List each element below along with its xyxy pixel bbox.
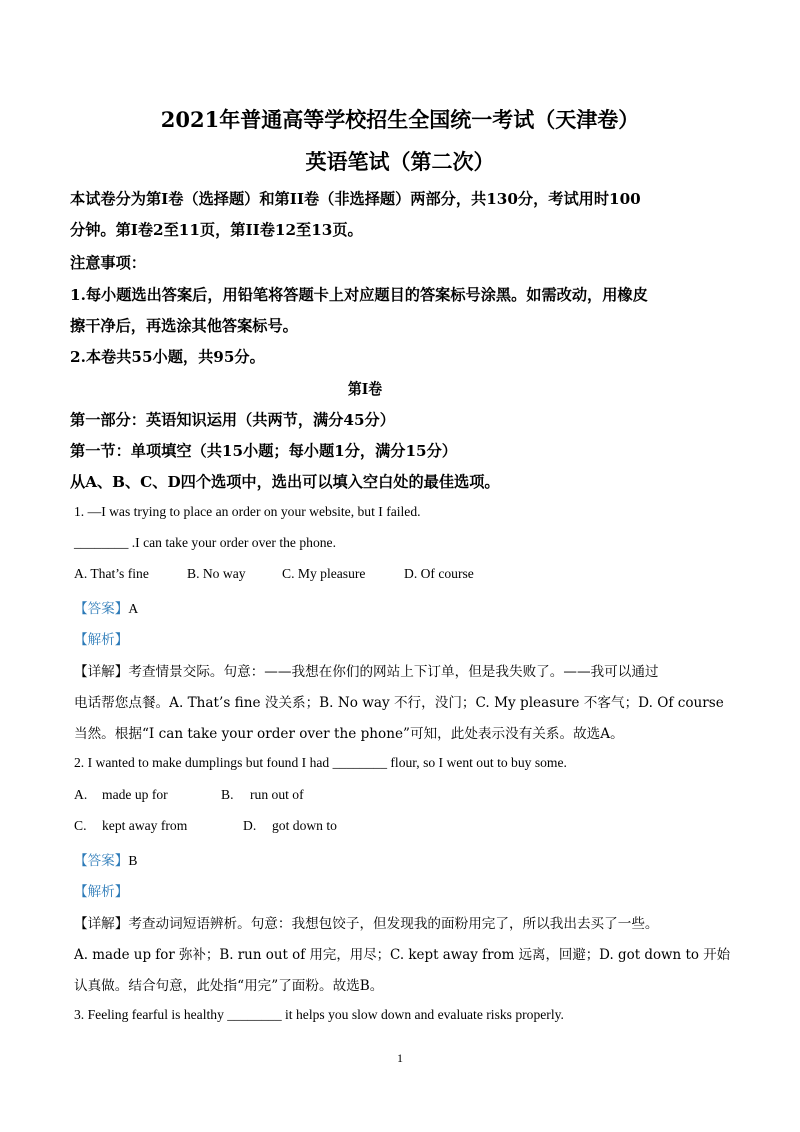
q2-detail-line-1: 【详解】考查动词短语辨析。句意：我想包饺子，但发现我的面粉用完了，所以我出去买了一些。 xyxy=(74,916,659,932)
q1-option-c: C. My pleasure xyxy=(282,566,366,581)
answer-tag: 【答案】 xyxy=(74,853,129,869)
section-heading: 第一节：单项填空（共15小题；每小题1分，满分15分） xyxy=(70,442,457,460)
q3-stem: 3. Feeling fearful is healthy ________ it helps you slow down and evaluate risks properly. xyxy=(74,1007,564,1022)
q1-detail-line-1: 【详解】考查情景交际。句意：——我想在你们的网站上下订单，但是我失败了。——我可以通过 xyxy=(74,664,659,680)
notice-line-2: 擦干净后，再选涂其他答案标号。 xyxy=(70,317,298,335)
q2-option-d-letter: D. xyxy=(243,818,257,833)
q2-detail-line-2: A. made up for 弥补；B. run out of 用完，用尽；C. kept away from 远离，回避；D. got down to 开始 xyxy=(74,947,731,963)
q1-stem-line-1: 1. —I was trying to place an order on your website, but I failed. xyxy=(74,504,421,519)
answer-value: A xyxy=(128,601,139,616)
volume-heading: 第I卷 xyxy=(347,380,383,398)
q1-option-d: D. Of course xyxy=(404,566,474,581)
q2-analysis-tag: 【解析】 xyxy=(74,884,129,900)
q2-detail-line-3: 认真做。结合句意，此处指“用完”了面粉。故选B。 xyxy=(74,978,384,994)
q2-option-a-letter: A. xyxy=(74,787,88,802)
page-number: 1 xyxy=(397,1051,403,1065)
q2-option-c-text: kept away from xyxy=(102,818,188,833)
q2-stem: 2. I wanted to make dumplings but found I had ________ flour, so I went out to buy some. xyxy=(74,755,567,770)
notice-line-3: 2.本卷共55小题，共95分。 xyxy=(70,348,265,366)
instruction: 从A、B、C、D四个选项中，选出可以填入空白处的最佳选项。 xyxy=(70,473,500,491)
q2-option-b-text: run out of xyxy=(250,787,304,802)
q1-answer xyxy=(74,597,138,617)
intro-line-2: 分钟。第I卷2至11页，第II卷12至13页。 xyxy=(70,221,363,239)
notice-heading: 注意事项： xyxy=(70,254,146,272)
q1-analysis-tag: 【解析】 xyxy=(74,632,129,648)
q1-detail-line-3: 当然。根据“I can take your order over the phone”可知，此处表示没有关系。故选A。 xyxy=(74,726,624,742)
q2-option-b-letter: B. xyxy=(221,787,234,802)
q2-answer xyxy=(74,849,137,869)
notice-line-1: 1.每小题选出答案后，用铅笔将答题卡上对应题目的答案标号涂黑。如需改动，用橡皮 xyxy=(70,286,648,304)
page-subtitle: 英语笔试（第二次） xyxy=(305,149,495,174)
q1-option-a: A. That’s fine xyxy=(74,566,149,581)
q2-option-a-text: made up for xyxy=(102,787,168,802)
part-heading: 第一部分：英语知识运用（共两节，满分45分） xyxy=(70,411,395,429)
q2-option-d-text: got down to xyxy=(272,818,337,833)
answer-tag: 【答案】 xyxy=(74,601,129,617)
q1-option-b: B. No way xyxy=(187,566,246,581)
q1-detail-line-2: 电话帮您点餐。A. That’s fine 没关系；B. No way 不行，没门；C. My pleasure 不客气；D. Of course xyxy=(74,695,724,711)
intro-line-1: 本试卷分为第I卷（选择题）和第II卷（非选择题）两部分，共130分，考试用时100 xyxy=(70,190,641,208)
answer-value: B xyxy=(128,853,138,868)
q1-stem-line-2: ________ .I can take your order over the phone. xyxy=(74,535,336,550)
page-title: 2021年普通高等学校招生全国统一考试（天津卷） xyxy=(160,107,640,132)
q2-option-c-letter: C. xyxy=(74,818,87,833)
